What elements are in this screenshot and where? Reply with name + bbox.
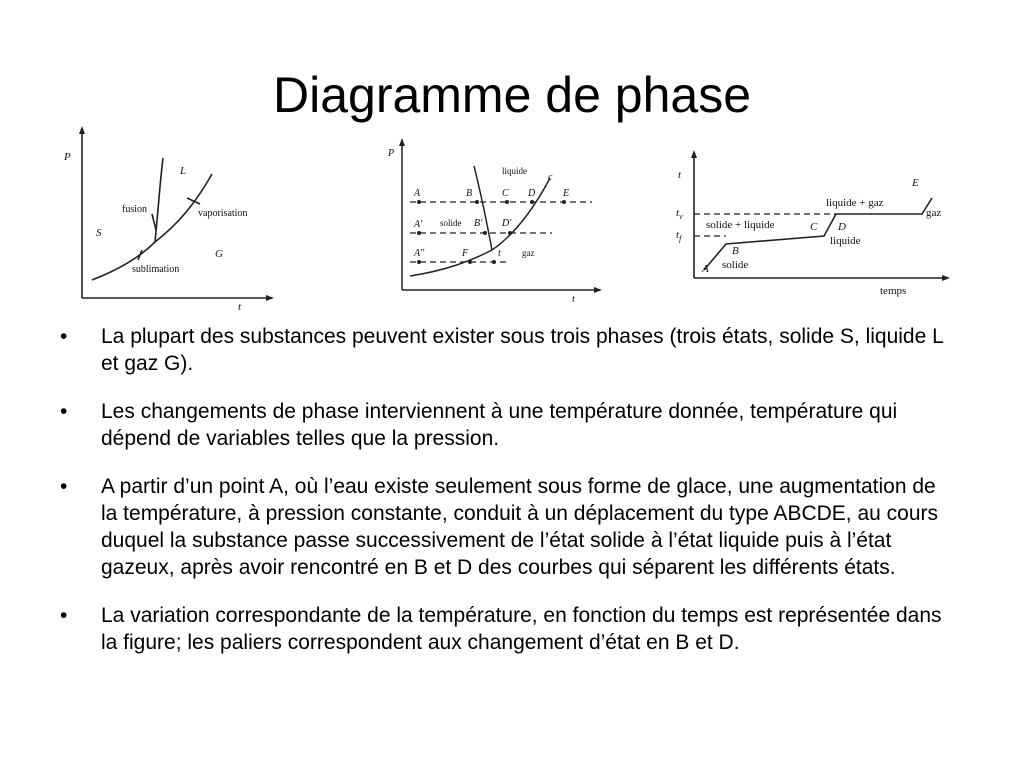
bullet-list	[60, 323, 950, 677]
row2-label-b: B′	[474, 218, 483, 229]
label-gaz: gaz	[522, 248, 535, 258]
bullet-dot: •	[60, 604, 68, 627]
row1-label-b: B	[466, 188, 473, 199]
bullet-item	[60, 323, 950, 377]
axis-label-t: t	[572, 294, 575, 305]
label-sublimation: sublimation	[132, 264, 180, 275]
label-solide: solide	[722, 259, 749, 271]
row3-label-f: F	[462, 248, 469, 259]
label-gaz: gaz	[926, 207, 942, 219]
label-liquide: liquide	[830, 235, 861, 247]
row1-label-e: E	[563, 188, 570, 199]
phase-diagram-figure	[60, 122, 280, 312]
point-d: D	[838, 221, 846, 233]
label-fusion: fusion	[122, 204, 147, 215]
label-liquide: liquide	[502, 166, 527, 176]
bullet-item	[60, 602, 950, 656]
point-c: C	[810, 221, 818, 233]
row1-label-d: D	[528, 188, 536, 199]
axis-label-p: P	[64, 151, 71, 163]
label-solid: S	[96, 227, 102, 239]
tick-tv: $t_v$	[676, 207, 683, 221]
row1-label-a: A	[414, 188, 421, 199]
bullet-text: A partir d’un point A, où l’eau existe seulement sous forme de glace, une augmentation de la température, à pression constante, conduit à un déplacement du type ABCDE, au cours duquel la substance passe successivement de l’état solide à l’état liquide puis à l’état gazeux, après avoir rencontré en B et D des courbes qui séparent les différents états.	[101, 475, 938, 579]
axis-label-p: P	[388, 148, 395, 159]
tick-tf: $t_f$	[676, 229, 682, 243]
label-vaporisation: vaporisation	[198, 208, 248, 219]
label-liquid: L	[180, 165, 187, 177]
row2-label-a: A′	[414, 219, 423, 230]
bullet-text: La variation correspondante de la température, en fonction du temps est représentée dans la figure; les paliers correspondent aux changement d’état en B et D.	[101, 604, 942, 654]
bullet-dot: •	[60, 475, 68, 498]
bullet-item	[60, 398, 950, 452]
bullet-dot: •	[60, 325, 68, 348]
fusion-arrow	[152, 214, 156, 230]
point-a: A	[702, 263, 709, 275]
fusion-curve	[474, 166, 492, 250]
bullet-text: La plupart des substances peuvent exister sous trois phases (trois états, solide S, liquide L et gaz G).	[101, 325, 944, 375]
axis-label-temps: temps	[880, 285, 907, 297]
label-gas: G	[215, 248, 223, 260]
label-solide-liquide: solide + liquide	[706, 219, 775, 231]
label-solide: solide	[440, 218, 462, 228]
row2-label-d: D′	[502, 218, 512, 229]
row1-label-c: C	[502, 188, 509, 199]
row3-label-a: A″	[414, 248, 425, 259]
slide-title: Diagramme de phase	[272, 67, 752, 123]
label-t: t	[498, 248, 501, 259]
isobar-diagram-figure	[382, 138, 604, 308]
label-liquide-gaz: liquide + gaz	[826, 197, 884, 209]
bullet-item	[60, 473, 950, 581]
heating-curve-figure	[674, 148, 954, 298]
axis-label-t: t	[678, 169, 682, 181]
vaporisation-curve	[492, 178, 550, 250]
point-b: B	[732, 245, 739, 257]
label-c: c	[548, 172, 553, 183]
axis-label-t: t	[238, 301, 242, 313]
bullet-dot: •	[60, 400, 68, 423]
bullet-text: Les changements de phase interviennent à une température donnée, température qui dépend de variables telles que la pression.	[101, 400, 898, 450]
point-e: E	[912, 177, 919, 189]
